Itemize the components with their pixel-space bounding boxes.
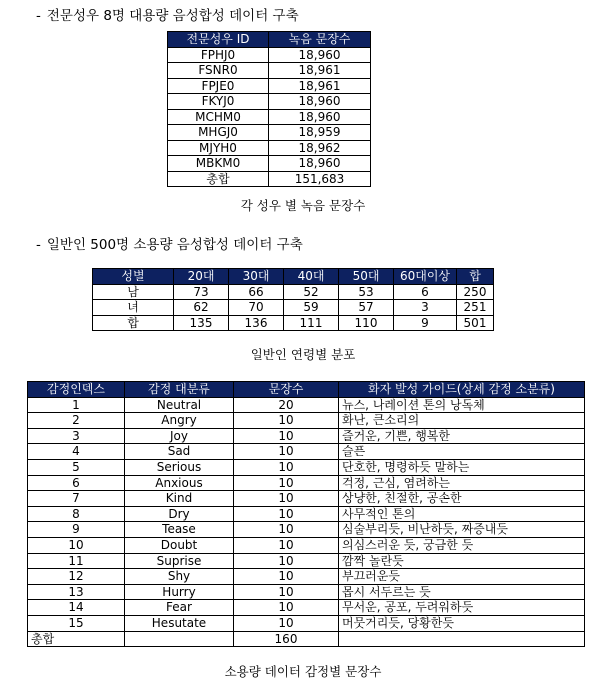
section1-heading-text: 전문성우 8명 대용량 음성합성 데이터 구축 [46,8,299,24]
column-header: 감정인덱스 [28,382,125,398]
table-cell: 66 [229,284,284,300]
total-cell: 160 [234,631,339,647]
voice-actor-id: MCHM0 [168,109,269,125]
section2-heading-text: 일반인 500명 소용량 음성합성 데이터 구축 [46,237,303,253]
section1-caption: 각 성우 별 녹음 문장수 [240,198,366,213]
emotion-category: Kind [125,491,234,507]
sentence-count: 10 [234,413,339,429]
total-cell [339,631,585,647]
table-row [28,491,585,507]
table-cell: 52 [284,284,339,300]
speaker-guide: 즐거운, 기쁜, 행복한 [339,428,585,444]
column-header: 합 [457,269,494,285]
emotion-index: 5 [28,459,125,475]
emotion-table [27,381,585,647]
sentence-count: 18,959 [269,125,371,141]
emotion-category: Neutral [125,397,234,413]
emotion-category: Shy [125,569,234,585]
speaker-guide: 상냥한, 친절한, 공손한 [339,491,585,507]
emotion-index: 6 [28,475,125,491]
table-row [28,537,585,553]
column-header: 50대 [339,269,394,285]
table-cell: 59 [284,300,339,316]
sentence-count: 10 [234,584,339,600]
total-label: 총합 [168,171,269,187]
speaker-guide: 단호한, 명령하듯 말하는 [339,459,585,475]
column-header: 20대 [174,269,229,285]
table-header-row [168,32,371,48]
table-cell: 135 [174,315,229,331]
sentence-count: 20 [234,397,339,413]
sentence-count: 18,960 [269,47,371,63]
section2-caption: 일반인 연령별 분포 [250,347,356,362]
table-cell: 3 [394,300,457,316]
section1-heading [36,4,299,24]
table-cell: 250 [457,284,494,300]
emotion-index: 8 [28,506,125,522]
table-cell: 53 [339,284,394,300]
table-cell: 73 [174,284,229,300]
total-cell [125,631,234,647]
column-header: 30대 [229,269,284,285]
emotion-category: Angry [125,413,234,429]
table-cell: 111 [284,315,339,331]
table-row [28,459,585,475]
sentence-count: 10 [234,459,339,475]
voice-actor-id: FPJE0 [168,78,269,94]
table-cell: 251 [457,300,494,316]
speaker-guide: 의심스러운 듯, 궁금한 듯 [339,537,585,553]
total-value: 151,683 [269,171,371,187]
table-row [28,522,585,538]
sentence-count: 10 [234,522,339,538]
sentence-count: 18,960 [269,94,371,110]
table-row [28,506,585,522]
speaker-guide: 무서운, 공포, 두려워하듯 [339,600,585,616]
table-cell: 남 [93,284,174,300]
column-header: 녹음 문장수 [269,32,371,48]
table-row [28,584,585,600]
column-header: 감정 대분류 [125,382,234,398]
speaker-guide: 사무적인 톤의 [339,506,585,522]
emotion-index: 1 [28,397,125,413]
emotion-category: Hesutate [125,615,234,631]
speaker-guide: 슬픈 [339,444,585,460]
table-row [28,413,585,429]
table-row [168,78,371,94]
table-row [28,553,585,569]
table-row [93,315,494,331]
sentence-count: 10 [234,537,339,553]
speaker-guide: 뉴스, 나레이션 톤의 낭독체 [339,397,585,413]
speaker-guide: 부끄러운듯 [339,569,585,585]
section2-heading [36,233,303,253]
voice-actor-id: MHGJ0 [168,125,269,141]
emotion-category: Dry [125,506,234,522]
emotion-category: Sad [125,444,234,460]
table-cell: 110 [339,315,394,331]
speaker-guide: 몹시 서두르는 듯 [339,584,585,600]
table-row [93,300,494,316]
emotion-index: 2 [28,413,125,429]
emotion-category: Hurry [125,584,234,600]
emotion-index: 15 [28,615,125,631]
speaker-guide: 심술부리듯, 비난하듯, 짜증내듯 [339,522,585,538]
section3-caption: 소용량 데이터 감정별 문장수 [224,664,382,679]
speaker-guide: 머뭇거리듯, 당황한듯 [339,615,585,631]
sentence-count: 10 [234,444,339,460]
sentence-count: 18,962 [269,140,371,156]
table-row [168,47,371,63]
total-row [28,631,585,647]
emotion-index: 13 [28,584,125,600]
total-row [168,171,371,187]
emotion-index: 9 [28,522,125,538]
table-cell: 501 [457,315,494,331]
section1-dash: - [36,8,41,24]
table-row [28,600,585,616]
emotion-index: 14 [28,600,125,616]
speaker-guide: 걱정, 근심, 염려하는 [339,475,585,491]
table-row [168,94,371,110]
emotion-category: Serious [125,459,234,475]
column-header: 60대이상 [394,269,457,285]
table-row [28,569,585,585]
voice-actor-id: MBKM0 [168,156,269,172]
voice-actor-id: FSNR0 [168,63,269,79]
table-header-row [28,382,585,398]
table-cell: 녀 [93,300,174,316]
sentence-count: 10 [234,569,339,585]
table-row [93,284,494,300]
emotion-index: 4 [28,444,125,460]
table-row [168,140,371,156]
emotion-category: Suprise [125,553,234,569]
column-header: 전문성우 ID [168,32,269,48]
table-row [168,156,371,172]
emotion-category: Tease [125,522,234,538]
sentence-count: 10 [234,506,339,522]
sentence-count: 10 [234,615,339,631]
column-header: 40대 [284,269,339,285]
emotion-index: 10 [28,537,125,553]
sentence-count: 18,961 [269,78,371,94]
voice-actor-id: FKYJ0 [168,94,269,110]
emotion-index: 3 [28,428,125,444]
voice-actor-table [167,31,371,187]
table-cell: 136 [229,315,284,331]
table-row [168,63,371,79]
table-cell: 57 [339,300,394,316]
table-cell: 70 [229,300,284,316]
sentence-count: 10 [234,475,339,491]
sentence-count: 18,960 [269,156,371,172]
table-cell: 9 [394,315,457,331]
sentence-count: 10 [234,600,339,616]
emotion-category: Doubt [125,537,234,553]
voice-actor-id: MJYH0 [168,140,269,156]
column-header: 문장수 [234,382,339,398]
emotion-index: 7 [28,491,125,507]
table-cell: 62 [174,300,229,316]
column-header: 화자 발성 가이드(상세 감정 소분류) [339,382,585,398]
age-distribution-table [92,268,494,331]
emotion-category: Anxious [125,475,234,491]
voice-actor-id: FPHJ0 [168,47,269,63]
table-row [28,397,585,413]
sentence-count: 18,960 [269,109,371,125]
table-row [168,109,371,125]
emotion-category: Fear [125,600,234,616]
sentence-count: 10 [234,553,339,569]
emotion-category: Joy [125,428,234,444]
table-cell: 합 [93,315,174,331]
column-header: 성별 [93,269,174,285]
sentence-count: 10 [234,491,339,507]
section2-dash: - [36,237,41,253]
speaker-guide: 화난, 큰소리의 [339,413,585,429]
table-header-row [93,269,494,285]
table-row [28,615,585,631]
table-row [28,475,585,491]
emotion-index: 12 [28,569,125,585]
sentence-count: 18,961 [269,63,371,79]
table-cell: 6 [394,284,457,300]
table-row [168,125,371,141]
table-row [28,428,585,444]
speaker-guide: 깜짝 놀란듯 [339,553,585,569]
total-cell: 총합 [28,631,125,647]
emotion-index: 11 [28,553,125,569]
sentence-count: 10 [234,428,339,444]
table-row [28,444,585,460]
